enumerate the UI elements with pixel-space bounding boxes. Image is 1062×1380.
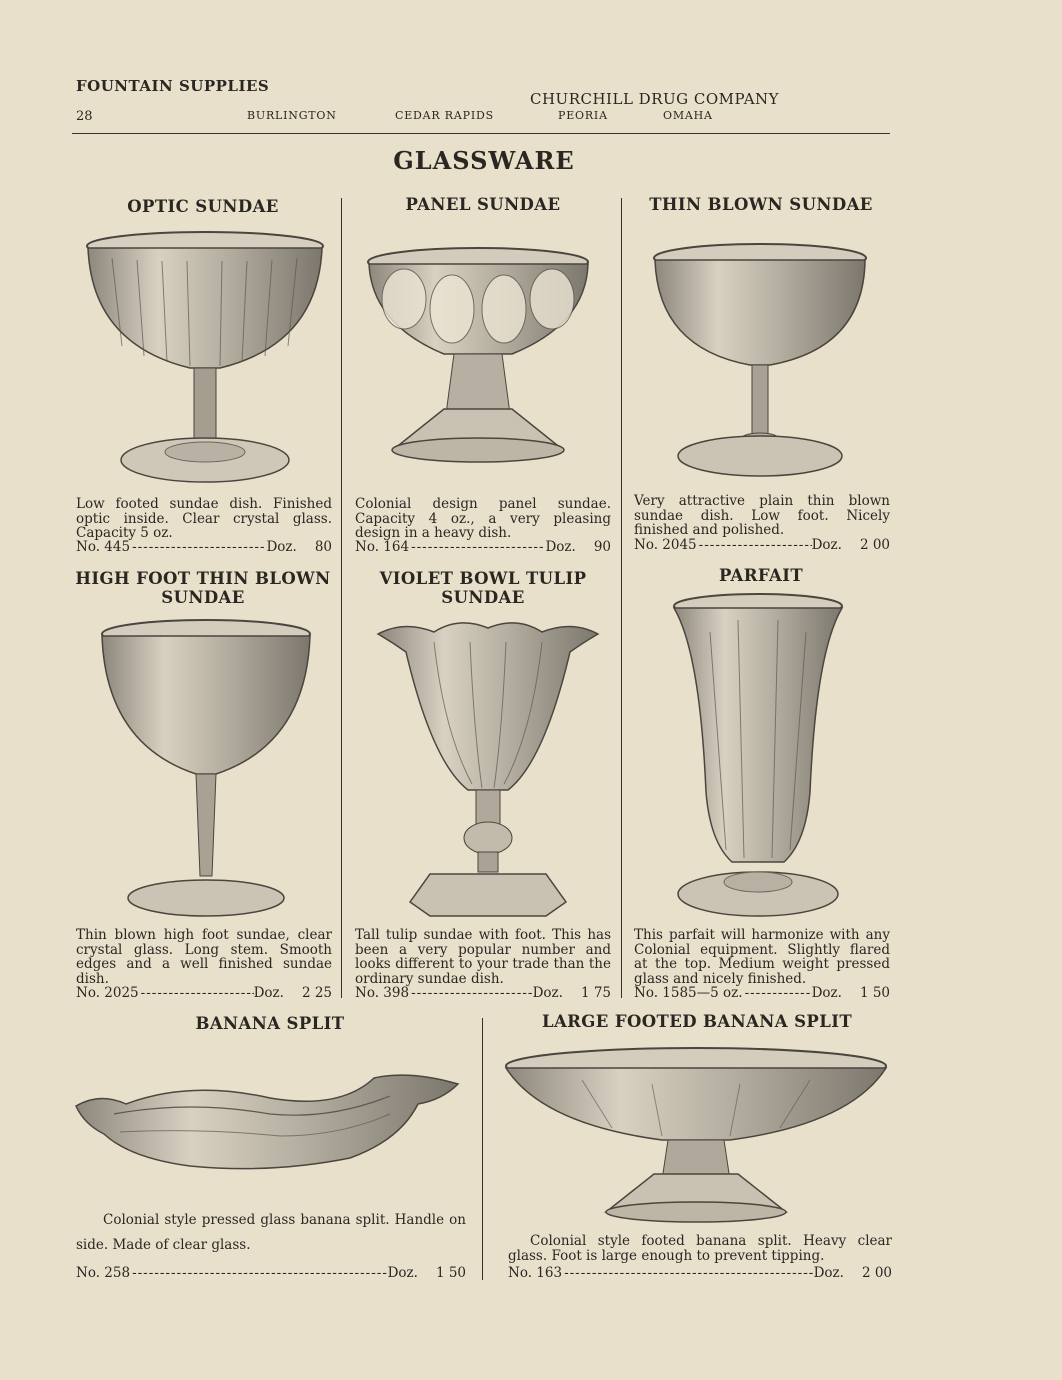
- leader-dots: [409, 986, 533, 1001]
- violet-tulip-sundae-price: 1 75: [580, 985, 611, 1001]
- high-foot-sundae-description: Thin blown high foot sundae, clear crystal glass. Long stem. Smooth edges and a well finished sundae dish.: [76, 927, 332, 987]
- violet-tulip-sundae-title-line-2: SUNDAE: [441, 588, 525, 607]
- city-omaha: OMAHA: [663, 109, 713, 122]
- banana-split-number: No. 258: [76, 1265, 131, 1281]
- optic-sundae-unit: Doz.: [266, 539, 297, 555]
- section-heading: FOUNTAIN SUPPLIES: [76, 77, 270, 95]
- large-footed-banana-split-title: LARGE FOOTED BANANA SPLIT: [541, 1012, 853, 1031]
- panel-sundae-number: No. 164: [355, 539, 410, 555]
- optic-sundae-number: No. 445: [76, 539, 131, 555]
- parfait-title: PARFAIT: [718, 566, 804, 585]
- large-footed-banana-split-unit: Doz.: [813, 1265, 844, 1281]
- optic-sundae-price-line: [76, 540, 332, 555]
- high-foot-sundae-image: [98, 614, 318, 920]
- panel-sundae-title: PANEL SUNDAE: [405, 195, 561, 214]
- panel-sundae-price-line: [355, 540, 611, 555]
- leader-dots: [743, 986, 812, 1001]
- header-rule: [72, 133, 890, 134]
- column-divider-bottom: [482, 1018, 483, 1280]
- violet-tulip-sundae-image: [374, 612, 602, 922]
- thin-blown-sundae-title: THIN BLOWN SUNDAE: [649, 195, 873, 214]
- large-footed-banana-split-price: 2 00: [861, 1265, 892, 1281]
- high-foot-sundae-unit: Doz.: [253, 985, 284, 1001]
- thin-blown-sundae-price-line: [634, 538, 890, 553]
- high-foot-sundae-title-line-1: HIGH FOOT THIN BLOWN: [75, 569, 331, 588]
- city-cedar-rapids: CEDAR RAPIDS: [395, 109, 494, 122]
- optic-sundae-price: 80: [314, 539, 332, 555]
- large-footed-banana-split-price-line: [508, 1266, 892, 1281]
- banana-split-unit: Doz.: [387, 1265, 418, 1281]
- thin-blown-sundae-unit: Doz.: [811, 537, 842, 553]
- banana-split-image: [70, 1070, 462, 1176]
- parfait-description: This parfait will harmonize with any Colonial equipment. Slightly flared at the top. Medium weight pressed glass and nicely finished.: [634, 927, 890, 987]
- large-footed-banana-split-image: [502, 1044, 890, 1224]
- violet-tulip-sundae-description: Tall tulip sundae with foot. This has been a very popular number and looks different to your trade than the ordinary sundae dish.: [355, 927, 611, 987]
- page-title: GLASSWARE: [393, 146, 575, 175]
- large-footed-banana-split-number: No. 163: [508, 1265, 563, 1281]
- thin-blown-sundae-price: 2 00: [859, 537, 890, 553]
- panel-sundae-image: [364, 244, 596, 466]
- optic-sundae-image: [82, 226, 328, 488]
- page-number: 28: [76, 109, 93, 124]
- high-foot-sundae-price-line: [76, 986, 332, 1001]
- high-foot-sundae-title-line-2: SUNDAE: [161, 588, 245, 607]
- banana-split-title: BANANA SPLIT: [195, 1014, 345, 1033]
- panel-sundae-unit: Doz.: [545, 539, 576, 555]
- column-divider-left: [341, 198, 342, 998]
- violet-tulip-sundae-number: No. 398: [355, 985, 410, 1001]
- thin-blown-sundae-image: [652, 240, 870, 480]
- leader-dots: [130, 540, 266, 555]
- thin-blown-sundae-description: Very attractive plain thin blown sundae dish. Low foot. Nicely finished and polished.: [634, 493, 890, 538]
- city-burlington: BURLINGTON: [247, 109, 337, 122]
- company-name: CHURCHILL DRUG COMPANY: [530, 90, 780, 108]
- violet-tulip-sundae-title-line-1: VIOLET BOWL TULIP: [379, 569, 587, 588]
- violet-tulip-sundae-price-line: [355, 986, 611, 1001]
- parfait-image: [670, 592, 846, 920]
- high-foot-sundae-price: 2 25: [301, 985, 332, 1001]
- banana-split-price-line: [76, 1266, 466, 1281]
- banana-split-price: 1 50: [435, 1265, 466, 1281]
- leader-dots: [409, 540, 545, 555]
- violet-tulip-sundae-unit: Doz.: [532, 985, 563, 1001]
- high-foot-sundae-number: No. 2025: [76, 985, 139, 1001]
- parfait-number: No. 1585—5 oz.: [634, 985, 743, 1001]
- optic-sundae-description: Low footed sundae dish. Finished optic inside. Clear crystal glass. Capacity 5 oz.: [76, 496, 332, 541]
- leader-dots: [697, 538, 812, 553]
- city-peoria: PEORIA: [558, 109, 608, 122]
- thin-blown-sundae-number: No. 2045: [634, 537, 697, 553]
- leader-dots: [139, 986, 254, 1001]
- panel-sundae-description: Colonial design panel sundae. Capacity 4 oz., a very pleasing design in a heavy dish.: [355, 496, 611, 541]
- banana-split-description: Colonial style pressed glass banana split. Handle on side. Made of clear glass.: [76, 1212, 466, 1253]
- optic-sundae-title: OPTIC SUNDAE: [127, 197, 279, 216]
- leader-dots: [130, 1266, 388, 1281]
- large-footed-banana-split-description: Colonial style footed banana split. Heavy clear glass. Foot is large enough to prevent tipping.: [508, 1233, 892, 1264]
- parfait-price: 1 50: [859, 985, 890, 1001]
- parfait-unit: Doz.: [811, 985, 842, 1001]
- column-divider-right: [621, 198, 622, 998]
- parfait-price-line: [634, 986, 890, 1001]
- panel-sundae-price: 90: [593, 539, 611, 555]
- leader-dots: [562, 1266, 814, 1281]
